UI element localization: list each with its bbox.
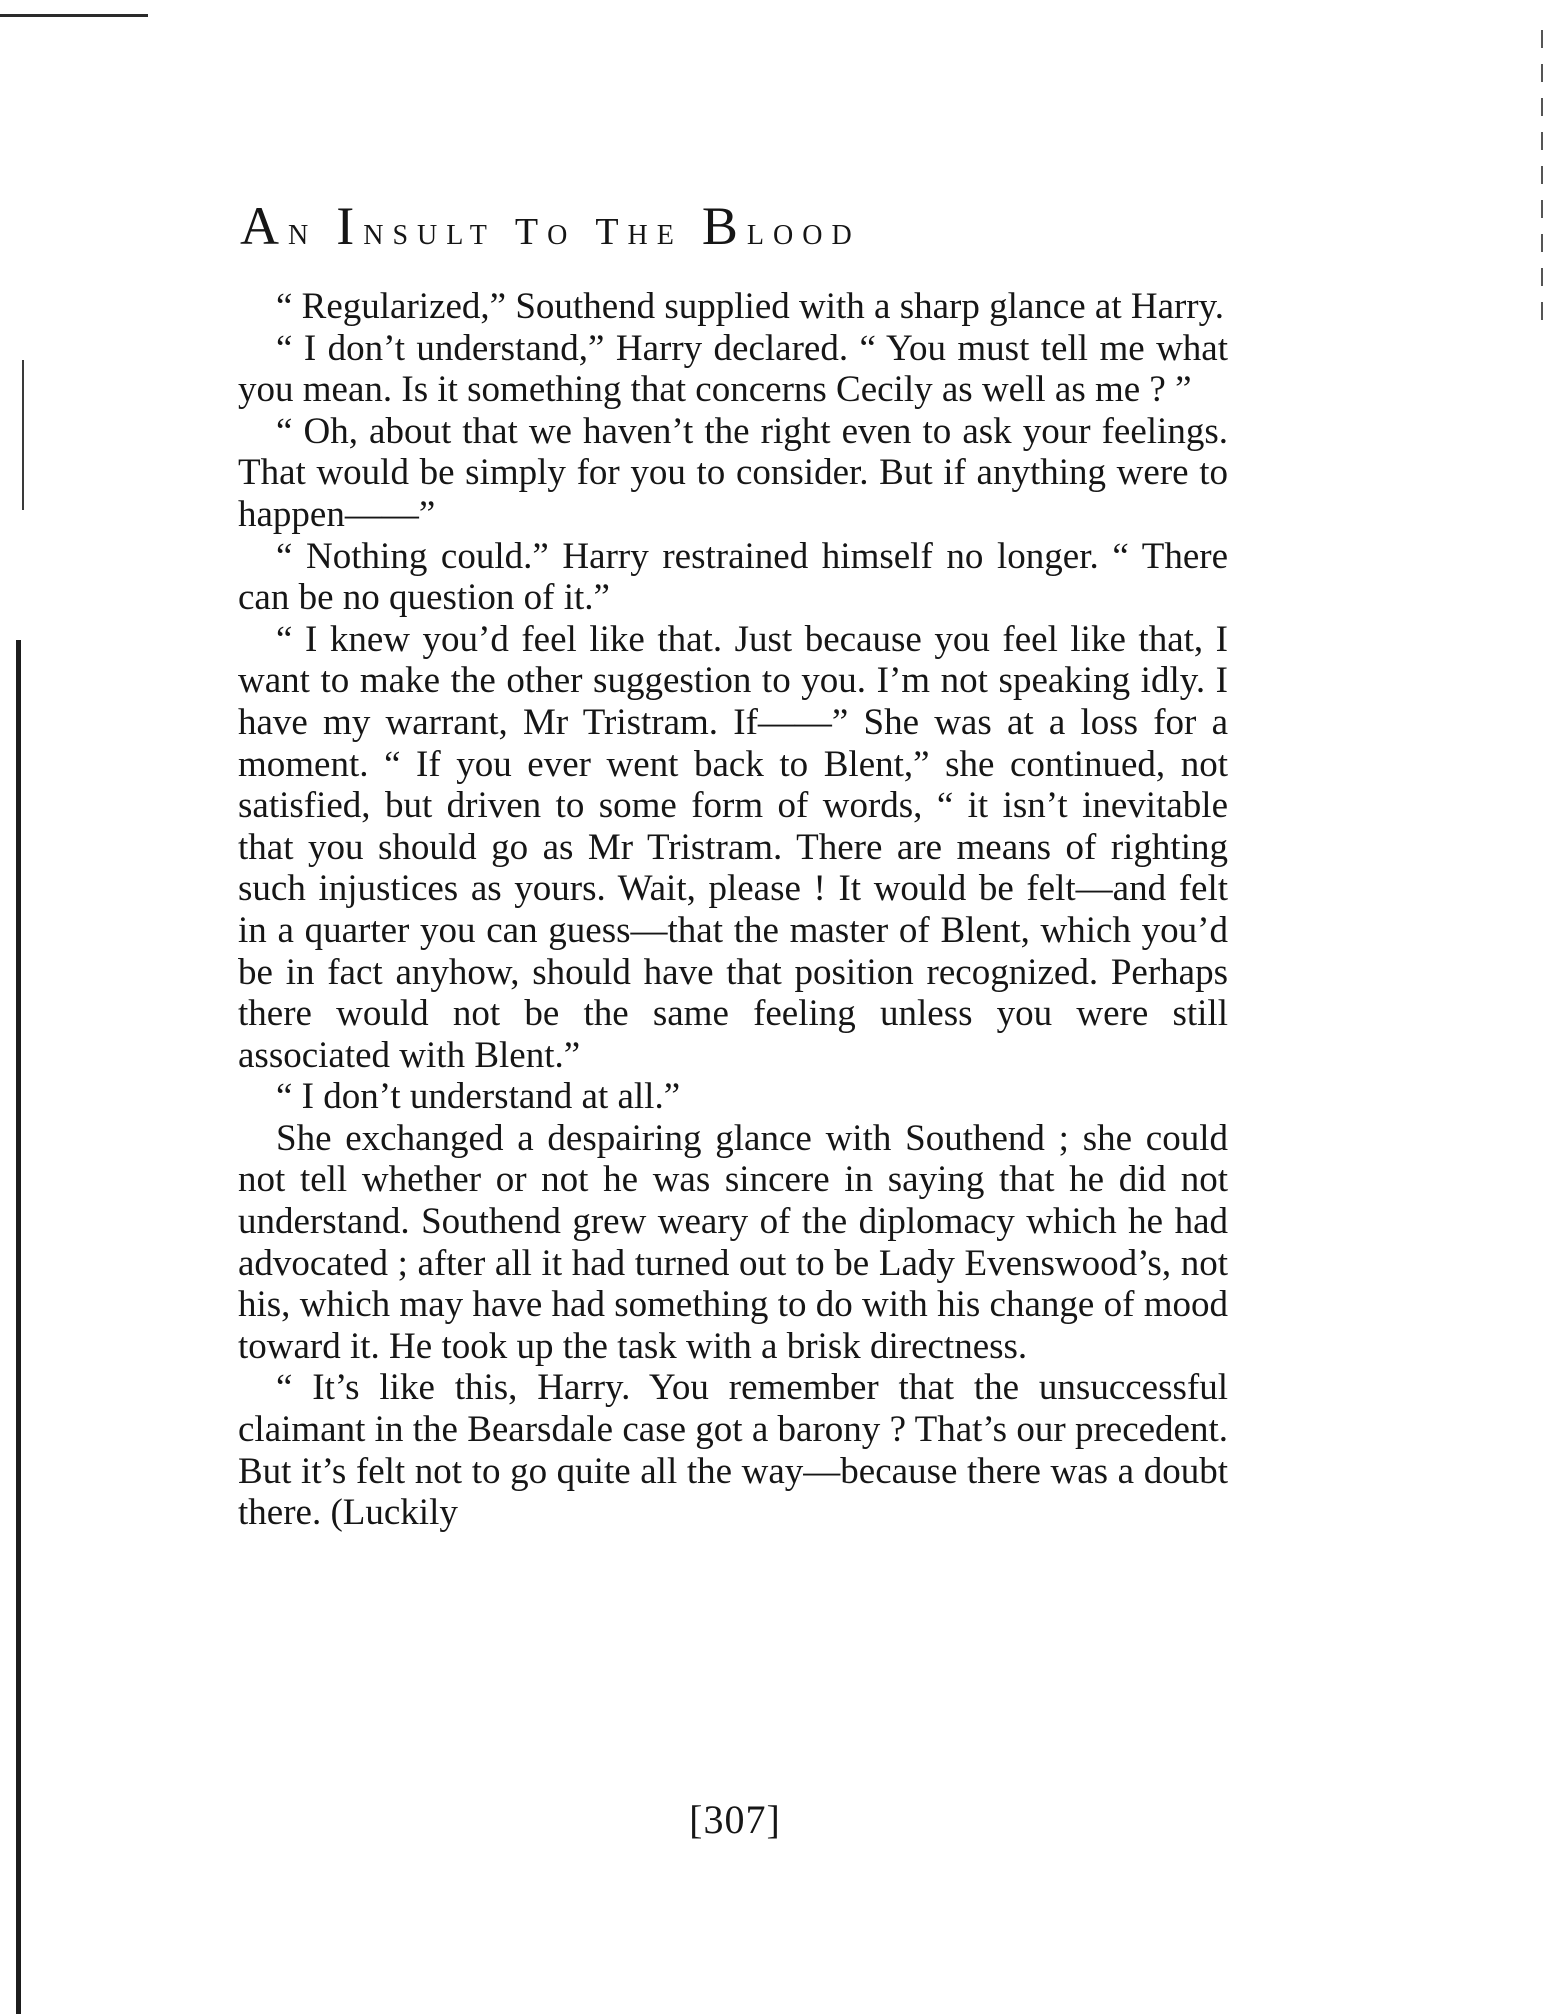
paragraph: “ Oh, about that we haven’t the right even to ask your feelings. That would be simply for you to consider. But if anything were to happen——” [238, 410, 1228, 535]
binding-edge-mark [22, 360, 24, 510]
running-head: An Insult to the Blood [240, 196, 861, 256]
paragraph: “ I don’t understand at all.” [276, 1076, 681, 1118]
page-number: [307] [689, 1797, 781, 1842]
paragraph: “ I don’t understand,” Harry declared. “ You must tell me what you mean. Is it something that concerns Cecily as well as me ? ” [238, 327, 1228, 411]
paragraph: “ It’s like this, Harry. You remember that the unsuccessful claimant in the Bearsdale case got a barony ? That’s our precedent. But it’s felt not to go quite all the way—because there was a doubt there. (Luckily [238, 1367, 1228, 1534]
right-edge-mark [1541, 30, 1543, 330]
body-text [238, 286, 1228, 1534]
paragraph: She exchanged a despairing glance with Southend ; she could not tell whether or not he was sincere in saying that he did not understand. Southend grew weary of the diplomacy which he had advocated ; after all it had turned out to be Lady Evenswood’s, not his, which may have had something to do with his change of mood toward it. He took up the task with a brisk directness. [238, 1117, 1228, 1367]
paragraph: “ Nothing could.” Harry restrained himself no longer. “ There can be no question of it.” [238, 535, 1228, 619]
paragraph: “ I knew you’d feel like that. Just because you feel like that, I want to make the other suggestion to you. I’m not speaking idly. I have my warrant, Mr Tristram. If——” She was at a loss for a moment. “ If you ever went back to Blent,” she continued, not satisfied, but driven to some form of words, “ it isn’t inevitable that you should go as Mr Tristram. There are means of righting such injustices as yours. Wait, please ! It would be felt—and felt in a quarter you can guess—that the master of Blent, which you’d be in fact anyhow, should have that position recognized. Perhaps there would not be the same feeling unless you were still associated with Blent.” [238, 618, 1228, 1076]
paragraph: “ Regularized,” Southend supplied with a sharp glance at Harry. [276, 286, 1224, 327]
top-rule-line [0, 14, 148, 17]
